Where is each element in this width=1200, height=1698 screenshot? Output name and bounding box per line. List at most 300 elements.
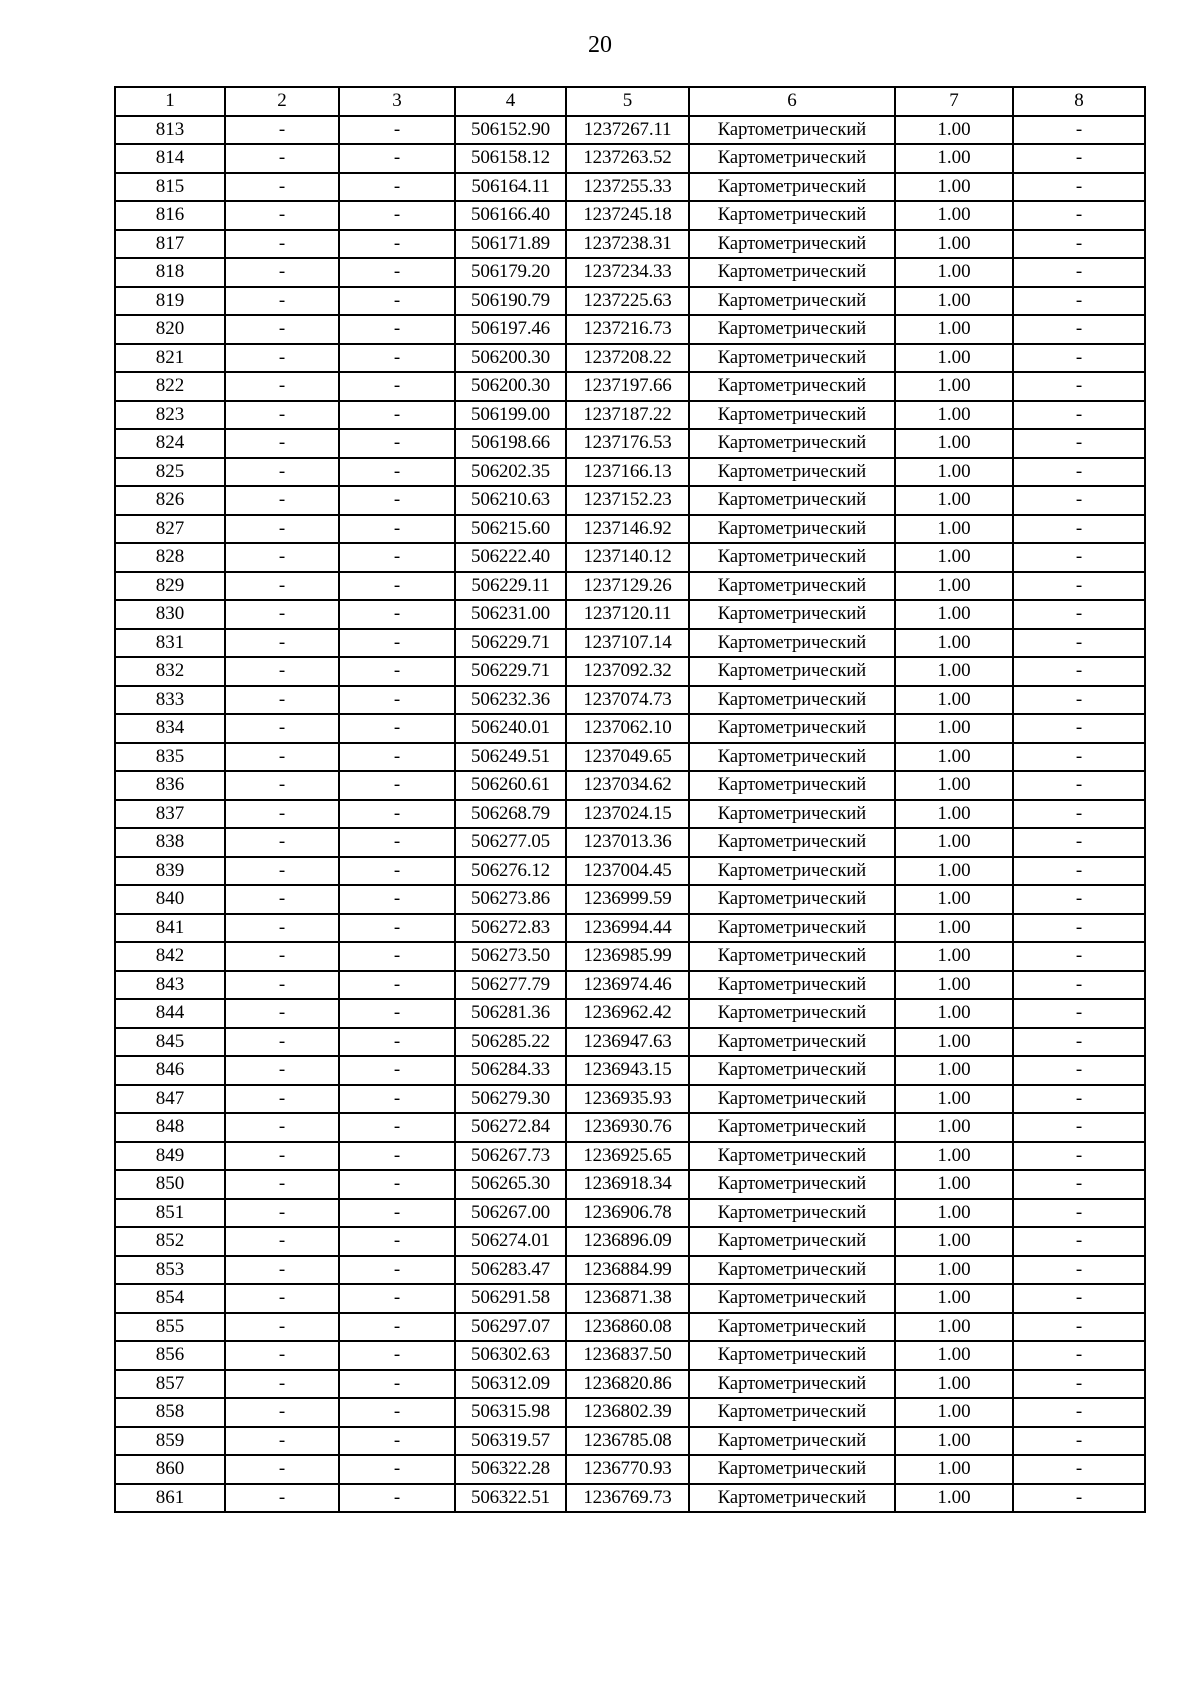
cell-col-3-value: - — [339, 1056, 455, 1085]
cell-accuracy: 1.00 — [895, 344, 1013, 373]
cell-col-2-value: - — [225, 971, 339, 1000]
cell-accuracy: 1.00 — [895, 942, 1013, 971]
cell-coord-y: 1237140.12 — [566, 543, 689, 572]
cell-accuracy: 1.00 — [895, 1170, 1013, 1199]
cell-accuracy: 1.00 — [895, 401, 1013, 430]
page-number: 20 — [588, 32, 612, 58]
cell-point-number: 840 — [115, 885, 225, 914]
cell-coord-y: 1236947.63 — [566, 1028, 689, 1057]
cell-col-2-value: - — [225, 800, 339, 829]
cell-col-3-value: - — [339, 1284, 455, 1313]
cell-point-number: 829 — [115, 572, 225, 601]
table-row — [115, 999, 1145, 1028]
cell-col-2-value: - — [225, 743, 339, 772]
cell-point-number: 857 — [115, 1370, 225, 1399]
table-row — [115, 201, 1145, 230]
cell-col-8-value: - — [1013, 657, 1145, 686]
cell-col-8-value: - — [1013, 543, 1145, 572]
cell-col-8-value: - — [1013, 1056, 1145, 1085]
cell-col-2-value: - — [225, 1028, 339, 1057]
cell-col-8-value: - — [1013, 771, 1145, 800]
cell-col-3-value: - — [339, 999, 455, 1028]
cell-coord-y: 1237120.11 — [566, 600, 689, 629]
cell-method: Картометрический — [689, 1313, 895, 1342]
cell-point-number: 860 — [115, 1455, 225, 1484]
cell-point-number: 849 — [115, 1142, 225, 1171]
cell-point-number: 858 — [115, 1398, 225, 1427]
cell-col-8-value: - — [1013, 600, 1145, 629]
cell-col-3-value: - — [339, 942, 455, 971]
cell-point-number: 844 — [115, 999, 225, 1028]
cell-coord-y: 1237062.10 — [566, 714, 689, 743]
cell-method: Картометрический — [689, 743, 895, 772]
cell-method: Картометрический — [689, 971, 895, 1000]
cell-point-number: 835 — [115, 743, 225, 772]
header-col-1: 1 — [115, 87, 225, 116]
cell-col-3-value: - — [339, 1142, 455, 1171]
cell-coord-x: 506291.58 — [455, 1284, 566, 1313]
cell-col-8-value: - — [1013, 942, 1145, 971]
table-row — [115, 1256, 1145, 1285]
cell-point-number: 828 — [115, 543, 225, 572]
table-row — [115, 344, 1145, 373]
cell-accuracy: 1.00 — [895, 657, 1013, 686]
cell-coord-y: 1237267.11 — [566, 116, 689, 145]
cell-col-2-value: - — [225, 1142, 339, 1171]
cell-accuracy: 1.00 — [895, 885, 1013, 914]
cell-coord-x: 506267.73 — [455, 1142, 566, 1171]
cell-point-number: 841 — [115, 914, 225, 943]
cell-coord-x: 506215.60 — [455, 515, 566, 544]
cell-coord-x: 506222.40 — [455, 543, 566, 572]
cell-col-8-value: - — [1013, 458, 1145, 487]
cell-coord-x: 506229.71 — [455, 657, 566, 686]
cell-coord-x: 506283.47 — [455, 1256, 566, 1285]
cell-method: Картометрический — [689, 1227, 895, 1256]
table-row — [115, 1028, 1145, 1057]
cell-col-2-value: - — [225, 287, 339, 316]
cell-col-2-value: - — [225, 1085, 339, 1114]
cell-coord-x: 506166.40 — [455, 201, 566, 230]
cell-accuracy: 1.00 — [895, 1370, 1013, 1399]
cell-coord-x: 506152.90 — [455, 116, 566, 145]
table-row — [115, 1142, 1145, 1171]
table-row — [115, 1056, 1145, 1085]
cell-method: Картометрический — [689, 1256, 895, 1285]
cell-coord-x: 506322.28 — [455, 1455, 566, 1484]
cell-point-number: 820 — [115, 315, 225, 344]
cell-method: Картометрический — [689, 401, 895, 430]
cell-coord-x: 506199.00 — [455, 401, 566, 430]
cell-point-number: 848 — [115, 1113, 225, 1142]
cell-coord-x: 506277.05 — [455, 828, 566, 857]
cell-method: Картометрический — [689, 287, 895, 316]
cell-accuracy: 1.00 — [895, 1199, 1013, 1228]
cell-coord-y: 1237129.26 — [566, 572, 689, 601]
cell-accuracy: 1.00 — [895, 515, 1013, 544]
cell-point-number: 850 — [115, 1170, 225, 1199]
cell-coord-y: 1236943.15 — [566, 1056, 689, 1085]
cell-method: Картометрический — [689, 201, 895, 230]
cell-point-number: 855 — [115, 1313, 225, 1342]
cell-method: Картометрический — [689, 600, 895, 629]
cell-col-3-value: - — [339, 1199, 455, 1228]
cell-col-8-value: - — [1013, 686, 1145, 715]
cell-method: Картометрический — [689, 942, 895, 971]
cell-accuracy: 1.00 — [895, 258, 1013, 287]
cell-col-3-value: - — [339, 572, 455, 601]
cell-point-number: 816 — [115, 201, 225, 230]
cell-point-number: 843 — [115, 971, 225, 1000]
cell-coord-y: 1237074.73 — [566, 686, 689, 715]
cell-col-8-value: - — [1013, 173, 1145, 202]
cell-coord-y: 1237187.22 — [566, 401, 689, 430]
table-row — [115, 971, 1145, 1000]
cell-col-8-value: - — [1013, 1028, 1145, 1057]
table-row — [115, 572, 1145, 601]
cell-coord-x: 506272.83 — [455, 914, 566, 943]
cell-col-2-value: - — [225, 942, 339, 971]
cell-col-2-value: - — [225, 1227, 339, 1256]
cell-method: Картометрический — [689, 1398, 895, 1427]
table-row — [115, 686, 1145, 715]
cell-coord-y: 1237166.13 — [566, 458, 689, 487]
cell-col-3-value: - — [339, 429, 455, 458]
cell-col-8-value: - — [1013, 572, 1145, 601]
cell-method: Картометрический — [689, 1484, 895, 1513]
cell-method: Картометрический — [689, 1028, 895, 1057]
cell-point-number: 817 — [115, 230, 225, 259]
cell-method: Картометрический — [689, 486, 895, 515]
table-row — [115, 543, 1145, 572]
cell-point-number: 823 — [115, 401, 225, 430]
table-row — [115, 230, 1145, 259]
table-row — [115, 857, 1145, 886]
cell-col-2-value: - — [225, 144, 339, 173]
header-col-3: 3 — [339, 87, 455, 116]
cell-col-3-value: - — [339, 885, 455, 914]
cell-col-8-value: - — [1013, 800, 1145, 829]
cell-col-2-value: - — [225, 1313, 339, 1342]
cell-coord-x: 506249.51 — [455, 743, 566, 772]
cell-col-3-value: - — [339, 828, 455, 857]
cell-method: Картометрический — [689, 1427, 895, 1456]
cell-col-8-value: - — [1013, 1113, 1145, 1142]
cell-col-2-value: - — [225, 1370, 339, 1399]
cell-coord-x: 506210.63 — [455, 486, 566, 515]
cell-col-8-value: - — [1013, 1455, 1145, 1484]
cell-col-2-value: - — [225, 515, 339, 544]
cell-coord-x: 506164.11 — [455, 173, 566, 202]
cell-method: Картометрический — [689, 914, 895, 943]
cell-coord-x: 506260.61 — [455, 771, 566, 800]
cell-accuracy: 1.00 — [895, 116, 1013, 145]
cell-col-3-value: - — [339, 173, 455, 202]
cell-col-3-value: - — [339, 1427, 455, 1456]
cell-col-2-value: - — [225, 1484, 339, 1513]
cell-method: Картометрический — [689, 629, 895, 658]
cell-point-number: 859 — [115, 1427, 225, 1456]
cell-coord-y: 1236802.39 — [566, 1398, 689, 1427]
table-row — [115, 1455, 1145, 1484]
cell-coord-x: 506273.50 — [455, 942, 566, 971]
cell-accuracy: 1.00 — [895, 372, 1013, 401]
cell-accuracy: 1.00 — [895, 600, 1013, 629]
cell-accuracy: 1.00 — [895, 486, 1013, 515]
cell-accuracy: 1.00 — [895, 1142, 1013, 1171]
cell-col-8-value: - — [1013, 1484, 1145, 1513]
cell-col-3-value: - — [339, 1028, 455, 1057]
cell-point-number: 813 — [115, 116, 225, 145]
cell-coord-x: 506312.09 — [455, 1370, 566, 1399]
cell-col-2-value: - — [225, 1199, 339, 1228]
cell-col-3-value: - — [339, 1313, 455, 1342]
cell-col-3-value: - — [339, 771, 455, 800]
cell-col-8-value: - — [1013, 1085, 1145, 1114]
cell-coord-x: 506268.79 — [455, 800, 566, 829]
cell-col-8-value: - — [1013, 401, 1145, 430]
cell-coord-x: 506265.30 — [455, 1170, 566, 1199]
cell-coord-x: 506200.30 — [455, 372, 566, 401]
cell-col-8-value: - — [1013, 857, 1145, 886]
cell-accuracy: 1.00 — [895, 857, 1013, 886]
cell-col-2-value: - — [225, 771, 339, 800]
cell-col-8-value: - — [1013, 230, 1145, 259]
table-row — [115, 486, 1145, 515]
cell-col-3-value: - — [339, 1370, 455, 1399]
cell-accuracy: 1.00 — [895, 1455, 1013, 1484]
table-row — [115, 144, 1145, 173]
cell-coord-x: 506202.35 — [455, 458, 566, 487]
cell-col-8-value: - — [1013, 1256, 1145, 1285]
cell-accuracy: 1.00 — [895, 572, 1013, 601]
cell-coord-y: 1236935.93 — [566, 1085, 689, 1114]
cell-accuracy: 1.00 — [895, 1113, 1013, 1142]
cell-col-3-value: - — [339, 1398, 455, 1427]
cell-col-8-value: - — [1013, 116, 1145, 145]
cell-accuracy: 1.00 — [895, 1341, 1013, 1370]
cell-point-number: 833 — [115, 686, 225, 715]
table-row — [115, 1170, 1145, 1199]
cell-coord-y: 1236930.76 — [566, 1113, 689, 1142]
cell-coord-y: 1237152.23 — [566, 486, 689, 515]
table-row — [115, 173, 1145, 202]
cell-method: Картометрический — [689, 1085, 895, 1114]
cell-point-number: 825 — [115, 458, 225, 487]
cell-accuracy: 1.00 — [895, 800, 1013, 829]
cell-col-3-value: - — [339, 1455, 455, 1484]
cell-coord-y: 1237216.73 — [566, 315, 689, 344]
cell-method: Картометрический — [689, 1170, 895, 1199]
cell-accuracy: 1.00 — [895, 1056, 1013, 1085]
cell-col-3-value: - — [339, 543, 455, 572]
cell-col-3-value: - — [339, 515, 455, 544]
cell-accuracy: 1.00 — [895, 914, 1013, 943]
cell-col-2-value: - — [225, 429, 339, 458]
cell-coord-x: 506315.98 — [455, 1398, 566, 1427]
cell-col-8-value: - — [1013, 1313, 1145, 1342]
cell-col-3-value: - — [339, 1085, 455, 1114]
cell-method: Картометрический — [689, 999, 895, 1028]
cell-col-3-value: - — [339, 686, 455, 715]
cell-method: Картометрический — [689, 657, 895, 686]
cell-coord-x: 506200.30 — [455, 344, 566, 373]
cell-accuracy: 1.00 — [895, 315, 1013, 344]
table-row — [115, 372, 1145, 401]
cell-coord-y: 1236985.99 — [566, 942, 689, 971]
cell-method: Картометрический — [689, 828, 895, 857]
cell-method: Картометрический — [689, 857, 895, 886]
table-row — [115, 629, 1145, 658]
cell-col-8-value: - — [1013, 515, 1145, 544]
header-col-2: 2 — [225, 87, 339, 116]
cell-coord-x: 506197.46 — [455, 315, 566, 344]
cell-point-number: 814 — [115, 144, 225, 173]
cell-col-3-value: - — [339, 116, 455, 145]
cell-coord-y: 1236884.99 — [566, 1256, 689, 1285]
cell-method: Картометрический — [689, 1455, 895, 1484]
cell-col-2-value: - — [225, 714, 339, 743]
cell-method: Картометрический — [689, 429, 895, 458]
cell-col-2-value: - — [225, 828, 339, 857]
cell-col-2-value: - — [225, 315, 339, 344]
cell-col-8-value: - — [1013, 714, 1145, 743]
cell-coord-x: 506285.22 — [455, 1028, 566, 1057]
cell-col-3-value: - — [339, 1170, 455, 1199]
cell-point-number: 819 — [115, 287, 225, 316]
cell-accuracy: 1.00 — [895, 1313, 1013, 1342]
header-col-8: 8 — [1013, 87, 1145, 116]
cell-coord-x: 506281.36 — [455, 999, 566, 1028]
cell-accuracy: 1.00 — [895, 1398, 1013, 1427]
cell-col-3-value: - — [339, 258, 455, 287]
cell-point-number: 838 — [115, 828, 225, 857]
table-row — [115, 1484, 1145, 1513]
cell-coord-y: 1237197.66 — [566, 372, 689, 401]
cell-accuracy: 1.00 — [895, 1427, 1013, 1456]
cell-coord-y: 1237004.45 — [566, 857, 689, 886]
cell-point-number: 839 — [115, 857, 225, 886]
cell-col-2-value: - — [225, 258, 339, 287]
cell-col-8-value: - — [1013, 258, 1145, 287]
cell-col-3-value: - — [339, 230, 455, 259]
table-row — [115, 1284, 1145, 1313]
cell-accuracy: 1.00 — [895, 1484, 1013, 1513]
cell-coord-x: 506179.20 — [455, 258, 566, 287]
cell-col-2-value: - — [225, 486, 339, 515]
table-row — [115, 1085, 1145, 1114]
cell-point-number: 845 — [115, 1028, 225, 1057]
table-row — [115, 828, 1145, 857]
table-row — [115, 1113, 1145, 1142]
cell-accuracy: 1.00 — [895, 543, 1013, 572]
cell-coord-x: 506302.63 — [455, 1341, 566, 1370]
cell-col-2-value: - — [225, 572, 339, 601]
table-row — [115, 771, 1145, 800]
cell-method: Картометрический — [689, 230, 895, 259]
cell-col-3-value: - — [339, 287, 455, 316]
table-row — [115, 1227, 1145, 1256]
cell-coord-x: 506284.33 — [455, 1056, 566, 1085]
cell-coord-y: 1236918.34 — [566, 1170, 689, 1199]
cell-coord-x: 506231.00 — [455, 600, 566, 629]
cell-coord-x: 506297.07 — [455, 1313, 566, 1342]
cell-col-3-value: - — [339, 372, 455, 401]
cell-col-2-value: - — [225, 629, 339, 658]
cell-coord-x: 506190.79 — [455, 287, 566, 316]
cell-coord-y: 1237024.15 — [566, 800, 689, 829]
cell-accuracy: 1.00 — [895, 458, 1013, 487]
cell-coord-y: 1237049.65 — [566, 743, 689, 772]
cell-method: Картометрический — [689, 1341, 895, 1370]
header-col-4: 4 — [455, 87, 566, 116]
cell-col-3-value: - — [339, 486, 455, 515]
cell-col-8-value: - — [1013, 885, 1145, 914]
cell-method: Картометрический — [689, 458, 895, 487]
cell-col-8-value: - — [1013, 999, 1145, 1028]
cell-coord-x: 506267.00 — [455, 1199, 566, 1228]
cell-accuracy: 1.00 — [895, 230, 1013, 259]
cell-col-2-value: - — [225, 458, 339, 487]
cell-coord-x: 506273.86 — [455, 885, 566, 914]
table-row — [115, 258, 1145, 287]
cell-col-3-value: - — [339, 714, 455, 743]
cell-coord-x: 506158.12 — [455, 144, 566, 173]
cell-col-2-value: - — [225, 201, 339, 230]
cell-col-3-value: - — [339, 1256, 455, 1285]
cell-method: Картометрический — [689, 885, 895, 914]
cell-col-2-value: - — [225, 116, 339, 145]
cell-col-8-value: - — [1013, 486, 1145, 515]
cell-accuracy: 1.00 — [895, 771, 1013, 800]
cell-col-3-value: - — [339, 800, 455, 829]
cell-coord-y: 1237245.18 — [566, 201, 689, 230]
cell-coord-x: 506279.30 — [455, 1085, 566, 1114]
cell-coord-y: 1237225.63 — [566, 287, 689, 316]
cell-col-2-value: - — [225, 999, 339, 1028]
cell-accuracy: 1.00 — [895, 1085, 1013, 1114]
cell-col-8-value: - — [1013, 1142, 1145, 1171]
cell-col-2-value: - — [225, 173, 339, 202]
cell-method: Картометрический — [689, 714, 895, 743]
cell-coord-x: 506229.11 — [455, 572, 566, 601]
cell-coord-x: 506229.71 — [455, 629, 566, 658]
cell-col-3-value: - — [339, 914, 455, 943]
cell-coord-y: 1237255.33 — [566, 173, 689, 202]
cell-accuracy: 1.00 — [895, 1284, 1013, 1313]
cell-accuracy: 1.00 — [895, 144, 1013, 173]
cell-point-number: 836 — [115, 771, 225, 800]
table-row — [115, 515, 1145, 544]
cell-method: Картометрический — [689, 800, 895, 829]
cell-accuracy: 1.00 — [895, 1227, 1013, 1256]
table-row — [115, 743, 1145, 772]
cell-coord-x: 506322.51 — [455, 1484, 566, 1513]
cell-col-3-value: - — [339, 600, 455, 629]
cell-col-8-value: - — [1013, 1284, 1145, 1313]
cell-col-8-value: - — [1013, 743, 1145, 772]
cell-accuracy: 1.00 — [895, 429, 1013, 458]
cell-method: Картометрический — [689, 686, 895, 715]
cell-col-8-value: - — [1013, 1227, 1145, 1256]
cell-point-number: 827 — [115, 515, 225, 544]
cell-method: Картометрический — [689, 315, 895, 344]
header-col-7: 7 — [895, 87, 1013, 116]
cell-col-2-value: - — [225, 372, 339, 401]
cell-accuracy: 1.00 — [895, 1256, 1013, 1285]
table-row — [115, 287, 1145, 316]
cell-col-2-value: - — [225, 600, 339, 629]
